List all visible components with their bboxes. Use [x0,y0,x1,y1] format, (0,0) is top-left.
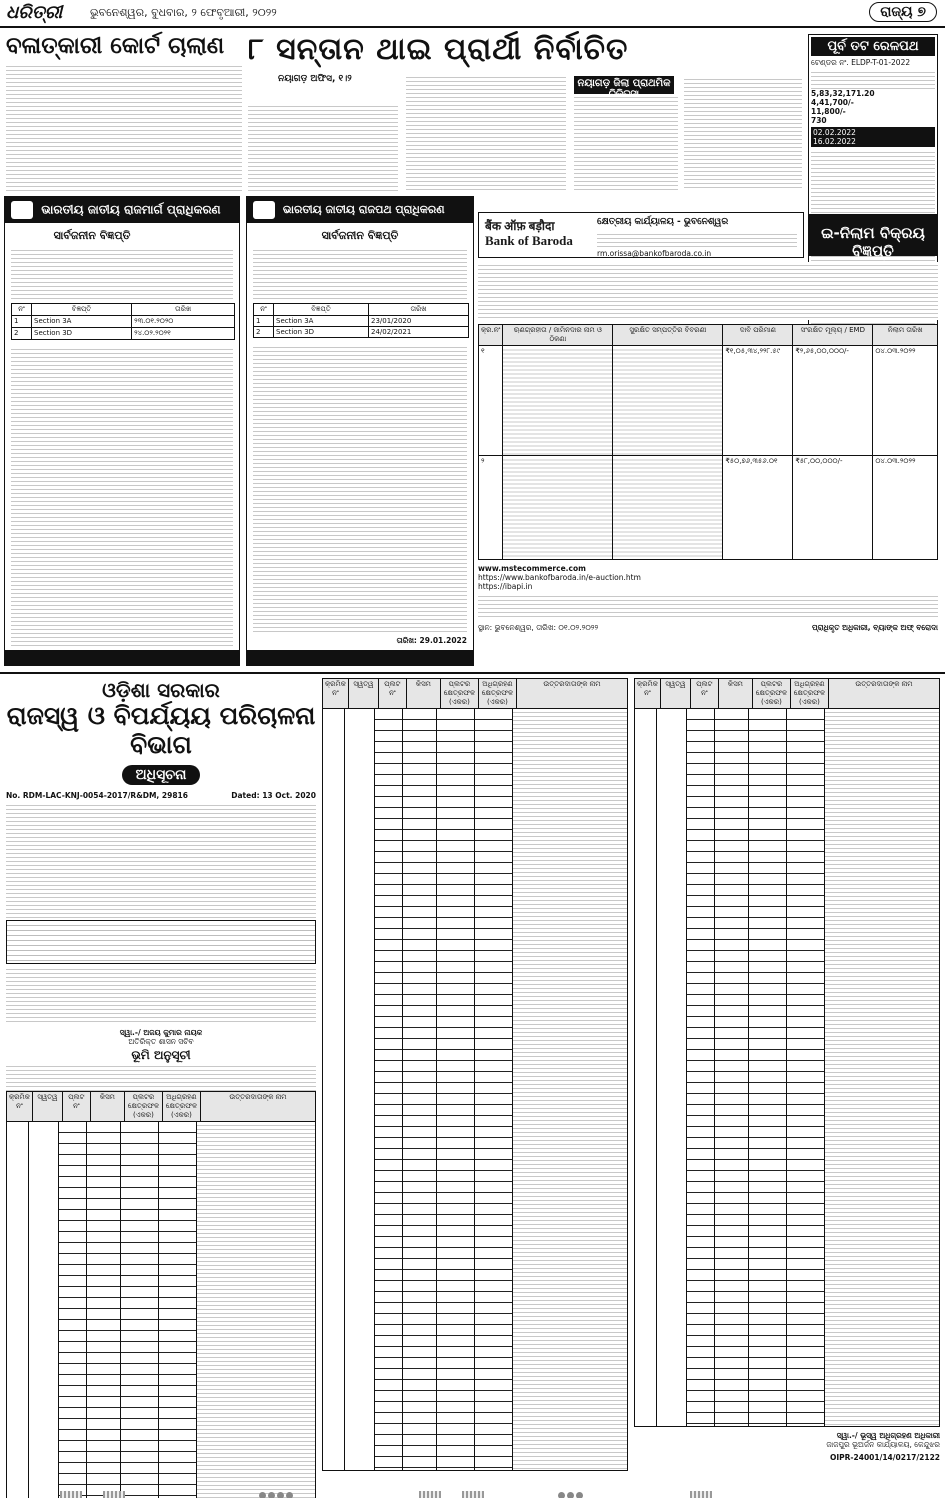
nhai-logo-icon [253,201,275,219]
story-candidate-headline [248,32,803,72]
story-candidate-col2 [406,74,566,190]
govt-dept: ରାଜସ୍ୱ ଓ ବିପର୍ଯ୍ୟୟ ପରିଚାଳନା ବିଭାଗ [6,701,316,759]
story-headline: ୮ ସନ୍ତାନ ଥାଇ ପ୍ରାର୍ଥୀ ନିର୍ବାଚିତ [248,32,629,67]
print-registration-marks [0,1486,945,1498]
nhai-notice-center [246,196,474,666]
page-label: ରାଜ୍ୟ ୭ [869,2,937,22]
signature-title: ଅତିରିକ୍ତ ଶାସନ ସଚିବ [128,1036,194,1046]
nhai-org: ଭାରତୀୟ ଜାତୀୟ ରାଜପଥ ପ୍ରାଧିକରଣ [282,203,445,216]
story-tag: ନୟାଗଡ଼ ଜିଲା ପ୍ରାଥମିକ [574,76,674,102]
table-row: 1 Section 3A 23/01/2020 [254,316,469,327]
auction-link-1[interactable]: https://www.bankofbaroda.in/e-auction.htm [478,573,641,582]
tender-date-1: 02.02.2022 [813,128,856,137]
nhai-org: ଭାରତୀୟ ଜାତୀୟ ରାଜମାର୍ଗ ପ୍ରାଧିକରଣ [41,202,221,217]
nhai-notice-left [4,196,240,666]
notification-label: ଅଧିସୂଚନା [122,765,201,785]
table-row: ୧ ₹୧,୦୫,୩୪,୨୨୮.୫୯ ₹୨,୬୫,୦୦,୦୦୦/- ୦୪.୦୩.୨୦୨୨ [479,346,938,456]
story-body [248,103,398,193]
bharatmala-brand: BHARATMALA [179,225,233,233]
schedule-rows [6,1122,316,1498]
tender-title: ପୂର୍ବ ତଟ ରେଳପଥ [811,37,935,56]
table-row: ୨ ₹୫୦,୭୬,୩୫୬.୦୧ ₹୫୮,୦୦,୦୦୦/- ୦୪.୦୩.୨୦୨୨ [479,456,938,560]
auction-notice-title: ଇ-ନିଲାମ ବିକ୍ରୟ ବିଜ୍ଞପ୍ତି [808,214,938,256]
tender-amount-1: 5,83,32,171.20 [811,89,875,98]
notification-date: Dated: 13 Oct. 2020 [231,790,316,800]
tender-amount-2: 4,41,700/- [811,98,854,107]
story-dateline: ନୟାଗଡ଼ ଅଫିସ, ୧।୨ [278,74,352,84]
notice-date: ତାରିଖ: 29.01.2022 [396,636,467,645]
bank-office: କ୍ଷେତ୍ରୀୟ କାର୍ଯ୍ୟାଳୟ - ଭୁବନେଶ୍ୱର [597,217,729,227]
land-schedule-table-2: କ୍ରମିକ ନଂ ସ୍ୱତ୍ୱ ପ୍ଲଟ ନଂ କିସମ ପ୍ଲଟର କ୍ଷେତ୍ରଫଳ (ଏକର) ଅଧିଗ୍ରହଣ କ୍ଷେତ୍ରଫଳ (ଏକର) ଉତ୍ତରଦାତାଙ୍କ ନାମ [322,678,628,1464]
schedule-rows [634,709,940,1427]
story-candidate-col1 [248,74,398,192]
auction-website[interactable]: www.mstecommerce.com [478,564,586,573]
oipr-code: OIPR-24001/14/0217/2122 [829,1453,940,1462]
schedule-title: ଭୂମି ଅନୁସୂଚୀ [131,1047,191,1062]
nhai-table: ନଂ ବିଜ୍ଞପ୍ତି ତାରିଖ 1 Section 3A 23/01/2020 2 Section 3D 24/02/2021 [253,303,469,338]
table-row: 2 Section 3D 24/02/2021 [254,327,469,338]
bank-email[interactable]: rm.orissa@bankofbaroda.co.in [597,249,712,258]
dateline: ଭୁବନେଶ୍ୱର, ବୁଧବାର, ୨ ଫେବୃଆରୀ, ୨୦୨୨ [90,6,277,19]
bank-name-hindi: बैंक ऑफ़ बड़ौदा [485,219,555,233]
table-row: 2 Section 3D ୨୪.୦୨.୨୦୨୧ [12,328,235,340]
story-rape-accused [6,34,242,192]
tender-date-2: 16.02.2022 [813,137,856,146]
story-body [6,63,242,191]
table-row: 1 Section 3A ୨୩.୦୧.୨୦୨୦ [12,316,235,328]
signature: ସ୍ୱା.-/ ଅଜୟ କୁମାର ନାୟକ [119,1027,203,1037]
schedule-address: ଜାଜପୁର ଭୂଅର୍ଜନ କାର୍ଯ୍ୟାଳୟ, କେନ୍ଦୁଝର [826,1440,940,1449]
auction-link-2[interactable]: https://ibapi.in [478,582,533,591]
tender-code: PR-761/M/21-22 [811,334,935,344]
schedule-rows [322,709,628,1471]
nhai-logo-icon [11,201,33,219]
auction-table: କ୍ର.ନଂ ଋଣଗ୍ରହୀତା / ଜାମିନଦାର ନାମ ଓ ଠିକଣା ସୁରକ୍ଷିତ ସମ୍ପତ୍ତିର ବିବରଣୀ ଦାବି ପରିମାଣ ସଂରକ୍ଷିତ ମୂଲ୍ୟ / EMD ନିଲାମ ତାରିଖ ୧ ₹୧,୦୫,୩୪,୨୨୮.୫୯ ₹୨,୬୫,୦୦,୦୦୦/- ୦୪.୦୩.୨୦୨୨ ୨ ₹୫୦,୭୬,୩୫୬.୦୧ ₹୫୮,୦୦,୦୦୦/- ୦୪.୦୩.୨୦୨୨ [478,324,938,560]
tender-amount-3: 11,800/- [811,107,846,116]
notice-title: ସାର୍ବଜନୀନ ବିଜ୍ଞପ୍ତି [321,229,399,242]
newspaper-logo: ଧରିତ୍ରୀ [6,2,63,23]
bank-auction-body [478,262,938,666]
notification-ref: No. RDM-LAC-KNJ-0054-2017/R&DM, 29816 [6,790,188,800]
schedule-signature: ସ୍ୱା.-/ ଭୂସ୍ୱ ଅଧିଗ୍ରହଣ ଅଧିକାରୀ [836,1431,940,1440]
land-schedule-table-3: କ୍ରମିକ ନଂ ସ୍ୱତ୍ୱ ପ୍ଲଟ ନଂ କିସମ ପ୍ଲଟର କ୍ଷେତ୍ରଫଳ (ଏକର) ଅଧିଗ୍ରହଣ କ୍ଷେତ୍ରଫଳ (ଏକର) ଉତ୍ତରଦାତାଙ୍କ ନାମ ସ୍ୱା.-/ ଭୂସ୍ୱ ଅଧିଗ୍ରହଣ ଅଧିକାରୀ ଜାଜପୁର ଭୂଅର୍ଜନ କାର୍ଯ୍ୟାଳୟ, କେନ୍ଦୁଝର OIPR-24001/14/0217/2122 [634,678,940,1468]
story-youth-attack [574,76,802,192]
tender-ref: ଟେଣ୍ଡର ନଂ. ELDP-T-01-2022 [811,58,911,67]
summary-table [6,920,316,964]
land-schedule-table-1: କ୍ରମିକ ନଂ ସ୍ୱତ୍ୱ ପ୍ଲଟ ନଂ କିସମ ପ୍ଲଟର କ୍ଷେତ୍ରଫଳ (ଏକର) ଅଧିଗ୍ରହଣ କ୍ଷେତ୍ରଫଳ (ଏକର) ଉତ୍ତରଦାତାଙ୍କ ନାମ [6,1091,316,1122]
govt-notification [6,678,316,1484]
bank-name: Bank of Baroda [485,233,573,248]
place-date: ସ୍ଥାନ: ଭୁବନେଶ୍ୱର, ତାରିଖ: ୦୧.୦୨.୨୦୨୨ [478,623,599,632]
bank-signature: ପ୍ରାଧିକୃତ ଅଧିକାରୀ, ବ୍ୟାଙ୍କ ଅଫ୍ ବରୋଦା [812,623,938,632]
bank-header [478,212,804,258]
story-headline: ବଳାତ୍କାରୀ କୋର୍ଟ ଚାଲାଣ [6,33,225,59]
notice-title: ସାର୍ବଜନୀନ ବିଜ୍ଞପ୍ତି [53,229,131,242]
nhai-table: ନଂ ବିଜ୍ଞପ୍ତି ତାରିଖ 1 Section 3A ୨୩.୦୧.୨୦୨୦ 2 Section 3D ୨୪.୦୨.୨୦୨୧ [11,303,235,340]
masthead [0,0,945,28]
govt-state: ଓଡ଼ିଶା ସରକାର [102,678,220,702]
tender-amount-4: 730 [811,116,827,125]
